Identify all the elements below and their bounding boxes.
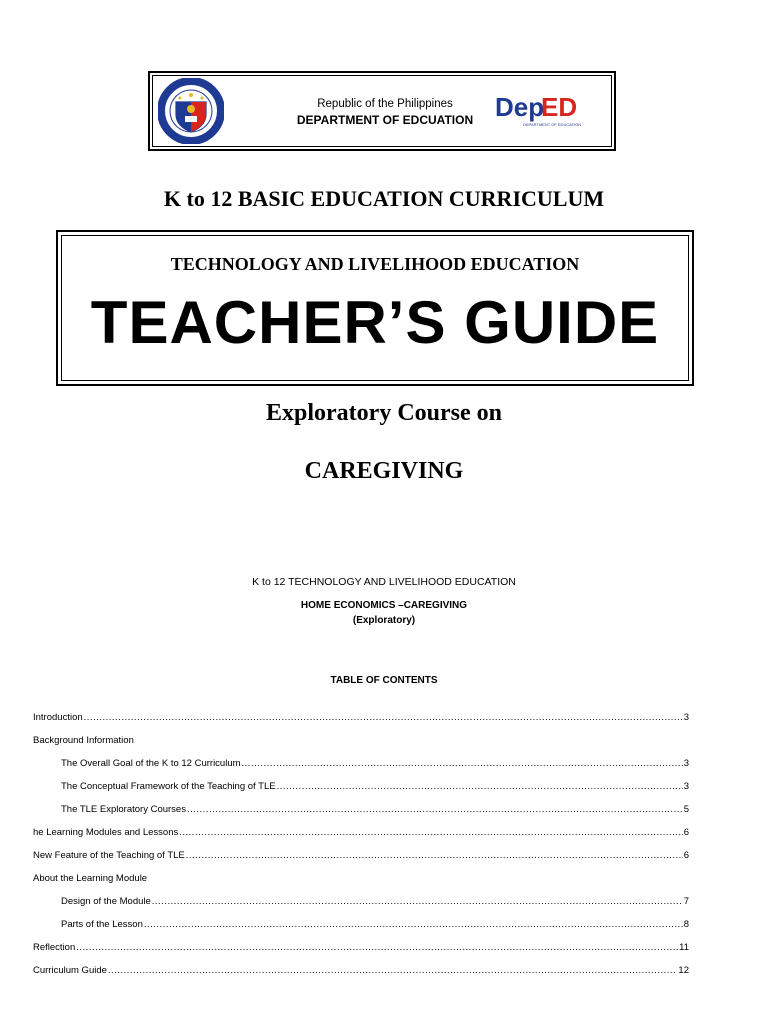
toc-entry-label: he Learning Modules and Lessons bbox=[33, 827, 179, 838]
toc-entry[interactable] bbox=[33, 936, 689, 959]
toc-entry-leader bbox=[84, 712, 683, 723]
toc-entry-leader bbox=[186, 850, 683, 861]
toc-entry-label: The TLE Exploratory Courses bbox=[61, 804, 186, 815]
department-text: DEPARTMENT OF EDCUATION bbox=[296, 113, 474, 127]
toc-entry-leader bbox=[277, 781, 683, 792]
toc-entry-page: 11 bbox=[679, 942, 689, 953]
toc-entry[interactable] bbox=[33, 706, 689, 729]
toc-entry-leader bbox=[179, 827, 682, 838]
home-economics-subtitle: HOME ECONOMICS –CAREGIVING bbox=[300, 600, 468, 611]
toc-title: TABLE OF CONTENTS bbox=[330, 675, 438, 686]
deped-logo bbox=[493, 90, 583, 130]
toc-entry[interactable] bbox=[33, 775, 689, 798]
deped-seal-icon bbox=[158, 78, 224, 144]
toc-entry-page: 3 bbox=[683, 712, 689, 723]
toc-entry-label: Background Information bbox=[33, 735, 134, 746]
toc-entry[interactable] bbox=[33, 890, 689, 913]
curriculum-title: K to 12 BASIC EDUCATION CURRICULUM bbox=[163, 186, 605, 211]
toc-entry[interactable] bbox=[33, 798, 689, 821]
toc-entry-leader bbox=[152, 896, 683, 907]
course-heading: CAREGIVING bbox=[304, 458, 464, 484]
toc-entry-page: 3 bbox=[683, 781, 689, 792]
toc-entry-page: 8 bbox=[683, 919, 689, 930]
toc-entry-label: About the Learning Module bbox=[33, 873, 148, 884]
tle-heading: TECHNOLOGY AND LIVELIHOOD EDUCATION bbox=[170, 254, 580, 274]
toc-entry[interactable] bbox=[33, 959, 689, 982]
toc-entry-label: The Overall Goal of the K to 12 Curriculum bbox=[61, 758, 241, 769]
teachers-guide-heading: TEACHER’S GUIDE bbox=[90, 289, 660, 356]
toc-entry[interactable] bbox=[33, 844, 689, 867]
toc-entry-page: 3 bbox=[683, 758, 689, 769]
toc-entry-page: 6 bbox=[683, 850, 689, 861]
toc-entry-label: Design of the Module bbox=[61, 896, 151, 907]
exploratory-subtitle: (Exploratory) bbox=[352, 615, 416, 626]
toc-entry-leader bbox=[187, 804, 683, 815]
toc-entry[interactable] bbox=[33, 752, 689, 775]
toc-entry-leader bbox=[108, 965, 678, 976]
toc-entry-label: New Feature of the Teaching of TLE bbox=[33, 850, 185, 861]
guide-title-box bbox=[56, 230, 694, 386]
republic-text: Republic of the Philippines bbox=[317, 98, 453, 110]
toc-entry-page: 7 bbox=[683, 896, 689, 907]
toc-entry-page: 5 bbox=[683, 804, 689, 815]
toc-entry-label: Curriculum Guide bbox=[33, 965, 107, 976]
toc-entry-page: 6 bbox=[683, 827, 689, 838]
toc-entry-label: The Conceptual Framework of the Teaching of TLE bbox=[61, 781, 276, 792]
toc-entry-leader bbox=[76, 942, 678, 953]
logo-ed-text: ED bbox=[541, 92, 578, 122]
toc-entry[interactable] bbox=[33, 821, 689, 844]
exploratory-heading: Exploratory Course on bbox=[266, 400, 502, 426]
logo-dep-text: Dep bbox=[495, 92, 545, 122]
toc-entry[interactable] bbox=[33, 913, 689, 936]
logo-subtext: DEPARTMENT OF EDUCATION bbox=[523, 122, 582, 127]
toc-entry[interactable] bbox=[33, 867, 689, 890]
toc-entry-label: Reflection bbox=[33, 942, 76, 953]
toc-entry-page: 12 bbox=[678, 965, 689, 976]
toc-entry-leader bbox=[144, 919, 683, 930]
toc-entry[interactable] bbox=[33, 729, 689, 752]
toc-entry-label: Introduction bbox=[33, 712, 83, 723]
toc-entry-leader bbox=[242, 758, 683, 769]
k12-subtitle: K to 12 TECHNOLOGY AND LIVELIHOOD EDUCATION bbox=[252, 576, 516, 588]
toc-entry-label: Parts of the Lesson bbox=[61, 919, 143, 930]
header-box bbox=[148, 71, 616, 151]
table-of-contents bbox=[33, 706, 689, 982]
